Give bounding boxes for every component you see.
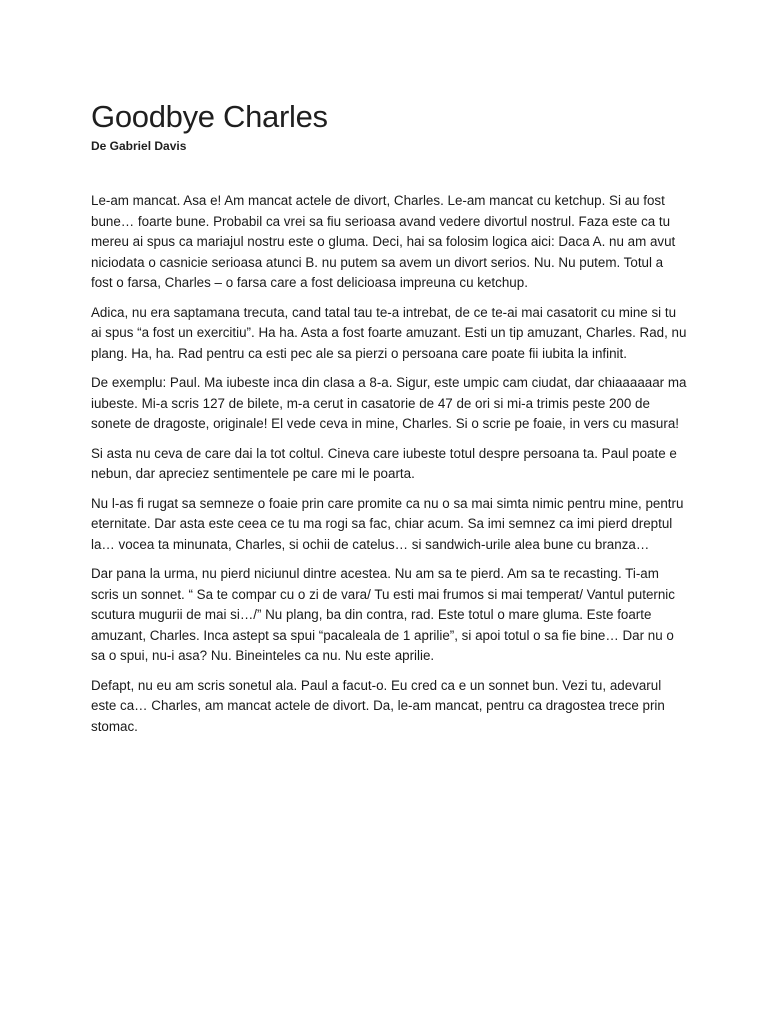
document-page: [91, 98, 687, 746]
document-byline: De Gabriel Davis: [91, 139, 187, 153]
paragraph: De exemplu: Paul. Ma iubeste inca din clasa a 8-a. Sigur, este umpic cam ciudat, dar chiaaaaaar ma iubeste. Mi-a scris 127 de bilete, m-a cerut in casatorie de 47 de ori si mi-a trimis peste 200 de sonete de dragoste, originale! El vede ceva in mine, Charles. Si o scrie pe foaie, in vers cu masura!: [91, 375, 687, 431]
paragraph: Nu l-as fi rugat sa semneze o foaie prin care promite ca nu o sa mai simta nimic pentru mine, pentru eternitate. Dar asta este ceea ce tu ma rogi sa fac, chiar acum. Sa imi semnez ca imi pierd dreptul la… vocea ta minunata, Charles, si ochii de catelus… si sandwich-urile alea bune cu branza…: [91, 495, 684, 552]
paragraph: Si asta nu ceva de care dai la tot coltul. Cineva care iubeste totul despre persoana ta. Paul poate e nebun, dar apreciez sentimentele pe care mi le poarta.: [91, 445, 677, 481]
paragraph: Defapt, nu eu am scris sonetul ala. Paul a facut-o. Eu cred ca e un sonnet bun. Vezi tu, adevarul este ca… Charles, am mancat actele de divort. Da, le-am mancat, pentru ca dragostea trece prin stomac.: [91, 677, 665, 734]
document-title: Goodbye Charles: [91, 99, 328, 134]
paragraph: Dar pana la urma, nu pierd niciunul dintre acestea. Nu am sa te pierd. Am sa te recasting. Ti-am scris un sonnet. “ Sa te compar cu o zi de vara/ Tu esti mai frumos si mai temperat/ Vantul puternic scutura mugurii de mai si…/” Nu plang, ba din contra, rad. Este totul o mare gluma. Este foarte amuzant, Charles. Inca astept sa spui “pacaleala de 1 aprilie”, si apoi totul o sa fie bine… Dar nu o sa o spui, nu-i asa? Nu. Bineinteles ca nu. Nu este aprilie.: [91, 566, 675, 663]
paragraph: Le-am mancat. Asa e! Am mancat actele de divort, Charles. Le-am mancat cu ketchup. Si au fost bune… foarte bune. Probabil ca vrei sa fiu serioasa avand vedere divortul nostrul. Faza este ca tu mereu ai spus ca mariajul nostru este o gluma. Deci, hai sa folosim logica aici: Daca A. nu am avut niciodata o casnicie serioasa atunci B. nu putem sa avem un divort serios. Nu. Nu putem. Totul a fost o farsa, Charles – o farsa care a fost delicioasa impreuna cu ketchup.: [91, 193, 676, 290]
document-body: [91, 191, 687, 737]
paragraph: Adica, nu era saptamana trecuta, cand tatal tau te-a intrebat, de ce te-ai mai casatorit cu mine si tu ai spus “a fost un exercitiu”. Ha ha. Asta a fost foarte amuzant. Esti un tip amuzant, Charles. Rad, nu plang. Ha, ha. Rad pentru ca esti pec ale sa pierzi o persoana care poate fii iubita la infinit.: [91, 304, 687, 361]
